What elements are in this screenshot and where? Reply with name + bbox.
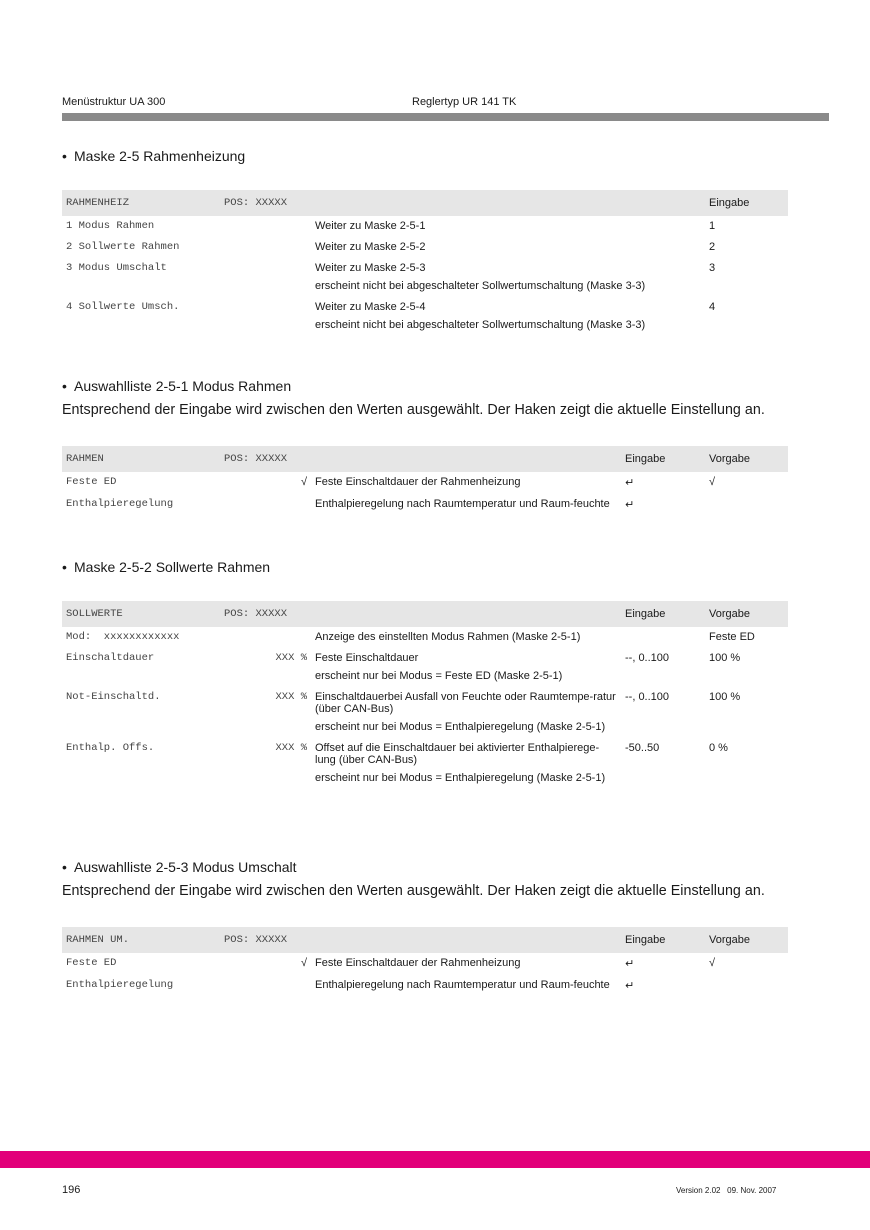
row-name: 4 Sollwerte Umsch. bbox=[66, 301, 180, 313]
col-vorgabe: Vorgabe bbox=[705, 446, 788, 472]
row-eingabe: 1 bbox=[709, 220, 716, 232]
section-title: Maske 2-5-2 Sollwerte Rahmen bbox=[74, 559, 271, 575]
row-name: 2 Sollwerte Rahmen bbox=[66, 241, 180, 253]
table-row bbox=[62, 648, 788, 687]
table-row bbox=[62, 627, 788, 648]
row-value: XXX % bbox=[275, 742, 307, 754]
row-description: Weiter zu Maske 2-5-1 bbox=[315, 220, 426, 232]
row-vorgabe bbox=[705, 494, 788, 516]
check-mark-icon: √ bbox=[300, 957, 307, 969]
col-vorgabe: Vorgabe bbox=[705, 927, 788, 953]
row-vorgabe: 100 % bbox=[709, 652, 741, 664]
row-name: Feste ED bbox=[66, 476, 117, 488]
table-row bbox=[62, 494, 788, 516]
check-mark-icon bbox=[220, 494, 311, 516]
row-eingabe: 4 bbox=[709, 301, 716, 313]
col-description bbox=[311, 446, 621, 472]
section-title: Auswahlliste 2-5-3 Modus Umschalt bbox=[74, 859, 297, 875]
table-row bbox=[62, 738, 788, 789]
col-vorgabe: Vorgabe bbox=[705, 601, 788, 627]
table-row bbox=[62, 953, 788, 975]
section-paragraph: Entsprechend der Eingabe wird zwischen den Werten ausgewählt. Der Haken zeigt die aktuelle Einstellung an. bbox=[62, 883, 765, 899]
row-description: Anzeige des einstellten Modus Rahmen (Maske 2-5-1) bbox=[315, 631, 581, 643]
version-date: Version 2.02 09. Nov. 2007 bbox=[676, 1186, 777, 1195]
row-description-note: erscheint nur bei Modus = Enthalpieregelung (Maske 2-5-1) bbox=[315, 721, 606, 733]
col-mask-name: RAHMENHEIZ bbox=[62, 190, 220, 216]
section-title: Maske 2-5 Rahmenheizung bbox=[74, 148, 246, 164]
table-mask-2-5-2 bbox=[62, 601, 788, 789]
table-list-2-5-3 bbox=[62, 927, 788, 997]
table-row bbox=[62, 258, 788, 297]
row-description: Enthalpieregelung nach Raumtemperatur und Raum-feuchte bbox=[315, 498, 610, 510]
row-name: Mod: xxxxxxxxxxxx bbox=[66, 631, 180, 643]
table-header bbox=[62, 190, 788, 216]
enter-icon: ↵ bbox=[625, 980, 635, 992]
row-vorgabe: Feste ED bbox=[709, 631, 755, 643]
bullet-icon: • bbox=[62, 378, 67, 394]
row-eingabe: --, 0..100 bbox=[625, 652, 670, 664]
col-pos: POS: XXXXX bbox=[220, 601, 311, 627]
row-eingabe: 2 bbox=[709, 241, 716, 253]
col-eingabe: Eingabe bbox=[621, 601, 705, 627]
default-check-icon: √ bbox=[709, 957, 716, 969]
section-heading-list-2-5-3 bbox=[62, 859, 297, 875]
row-description bbox=[311, 648, 621, 687]
section-title: Auswahlliste 2-5-1 Modus Rahmen bbox=[74, 378, 292, 394]
table-row bbox=[62, 975, 788, 997]
section-heading-list-2-5-1 bbox=[62, 378, 291, 394]
row-description-main: Einschaltdauerbei Ausfall von Feuchte oder Raumtempe-ratur (über CAN-Bus) bbox=[315, 691, 616, 715]
row-description bbox=[311, 258, 705, 297]
table-row bbox=[62, 472, 788, 494]
col-mask-name: RAHMEN bbox=[62, 446, 220, 472]
row-description: Enthalpieregelung nach Raumtemperatur und Raum-feuchte bbox=[315, 979, 610, 991]
col-pos: POS: XXXXX bbox=[220, 446, 311, 472]
table-row bbox=[62, 237, 788, 258]
header-controller-type: Reglertyp UR 141 TK bbox=[412, 96, 517, 108]
row-eingabe: --, 0..100 bbox=[625, 691, 670, 703]
row-description-note: erscheint nur bei Modus = Enthalpieregelung (Maske 2-5-1) bbox=[315, 772, 606, 784]
col-mask-name: SOLLWERTE bbox=[62, 601, 220, 627]
check-mark-icon bbox=[220, 975, 311, 997]
col-description bbox=[311, 601, 621, 627]
default-check-icon: √ bbox=[709, 476, 716, 488]
row-eingabe bbox=[621, 627, 705, 648]
page-number: 196 bbox=[62, 1184, 81, 1196]
enter-icon: ↵ bbox=[625, 958, 635, 970]
row-description-main: Weiter zu Maske 2-5-4 bbox=[315, 301, 426, 313]
row-eingabe: 3 bbox=[709, 262, 716, 274]
bullet-icon: • bbox=[62, 559, 67, 575]
table-header bbox=[62, 446, 788, 472]
row-description bbox=[311, 687, 621, 738]
bullet-icon: • bbox=[62, 148, 67, 164]
table-row bbox=[62, 687, 788, 738]
row-description bbox=[311, 297, 705, 336]
section-paragraph: Entsprechend der Eingabe wird zwischen den Werten ausgewählt. Der Haken zeigt die aktuelle Einstellung an. bbox=[62, 402, 765, 418]
row-description-note: erscheint nur bei Modus = Feste ED (Maske 2-5-1) bbox=[315, 670, 563, 682]
table-header bbox=[62, 927, 788, 953]
col-mask-name: RAHMEN UM. bbox=[62, 927, 220, 953]
header-divider bbox=[62, 113, 829, 121]
section-heading-mask-2-5-2 bbox=[62, 559, 270, 575]
row-vorgabe: 100 % bbox=[709, 691, 741, 703]
check-mark-icon: √ bbox=[300, 476, 307, 488]
row-name: Not-Einschaltd. bbox=[66, 691, 161, 703]
row-description-main: Offset auf die Einschaltdauer bei aktivierter Enthalpierege-lung (über CAN-Bus) bbox=[315, 742, 600, 766]
row-name: 3 Modus Umschalt bbox=[66, 262, 167, 274]
row-name: Enthalpieregelung bbox=[66, 498, 174, 510]
col-pos: POS: XXXXX bbox=[220, 190, 311, 216]
row-name: Enthalpieregelung bbox=[66, 979, 174, 991]
row-description: Weiter zu Maske 2-5-2 bbox=[315, 241, 426, 253]
row-name: Einschaltdauer bbox=[66, 652, 155, 664]
row-name: Feste ED bbox=[66, 957, 117, 969]
col-eingabe: Eingabe bbox=[621, 446, 705, 472]
row-description bbox=[311, 738, 621, 789]
section-heading-mask-2-5 bbox=[62, 148, 245, 164]
row-description-main: Weiter zu Maske 2-5-3 bbox=[315, 262, 426, 274]
row-description-note: erscheint nicht bei abgeschalteter Sollwertumschaltung (Maske 3-3) bbox=[315, 280, 646, 292]
row-description: Feste Einschaltdauer der Rahmenheizung bbox=[315, 476, 521, 488]
table-row bbox=[62, 216, 788, 237]
col-description bbox=[311, 927, 621, 953]
row-description: Feste Einschaltdauer der Rahmenheizung bbox=[315, 957, 521, 969]
table-header bbox=[62, 601, 788, 627]
col-pos: POS: XXXXX bbox=[220, 927, 311, 953]
bullet-icon: • bbox=[62, 859, 67, 875]
row-name: 1 Modus Rahmen bbox=[66, 220, 155, 232]
row-name: Enthalp. Offs. bbox=[66, 742, 155, 754]
enter-icon: ↵ bbox=[625, 499, 635, 511]
row-description-main: Feste Einschaltdauer bbox=[315, 652, 419, 664]
header-document-title: Menüstruktur UA 300 bbox=[62, 96, 166, 108]
row-eingabe: -50..50 bbox=[625, 742, 660, 754]
col-eingabe: Eingabe bbox=[621, 927, 705, 953]
table-list-2-5-1 bbox=[62, 446, 788, 516]
row-vorgabe bbox=[705, 975, 788, 997]
footer-accent-bar bbox=[0, 1151, 870, 1168]
row-value: XXX % bbox=[275, 652, 307, 664]
col-description bbox=[311, 190, 705, 216]
row-value: XXX % bbox=[275, 691, 307, 703]
col-eingabe: Eingabe bbox=[705, 190, 788, 216]
row-vorgabe: 0 % bbox=[709, 742, 728, 754]
enter-icon: ↵ bbox=[625, 477, 635, 489]
table-mask-2-5 bbox=[62, 190, 788, 336]
row-description-note: erscheint nicht bei abgeschalteter Sollwertumschaltung (Maske 3-3) bbox=[315, 319, 646, 331]
table-row bbox=[62, 297, 788, 336]
